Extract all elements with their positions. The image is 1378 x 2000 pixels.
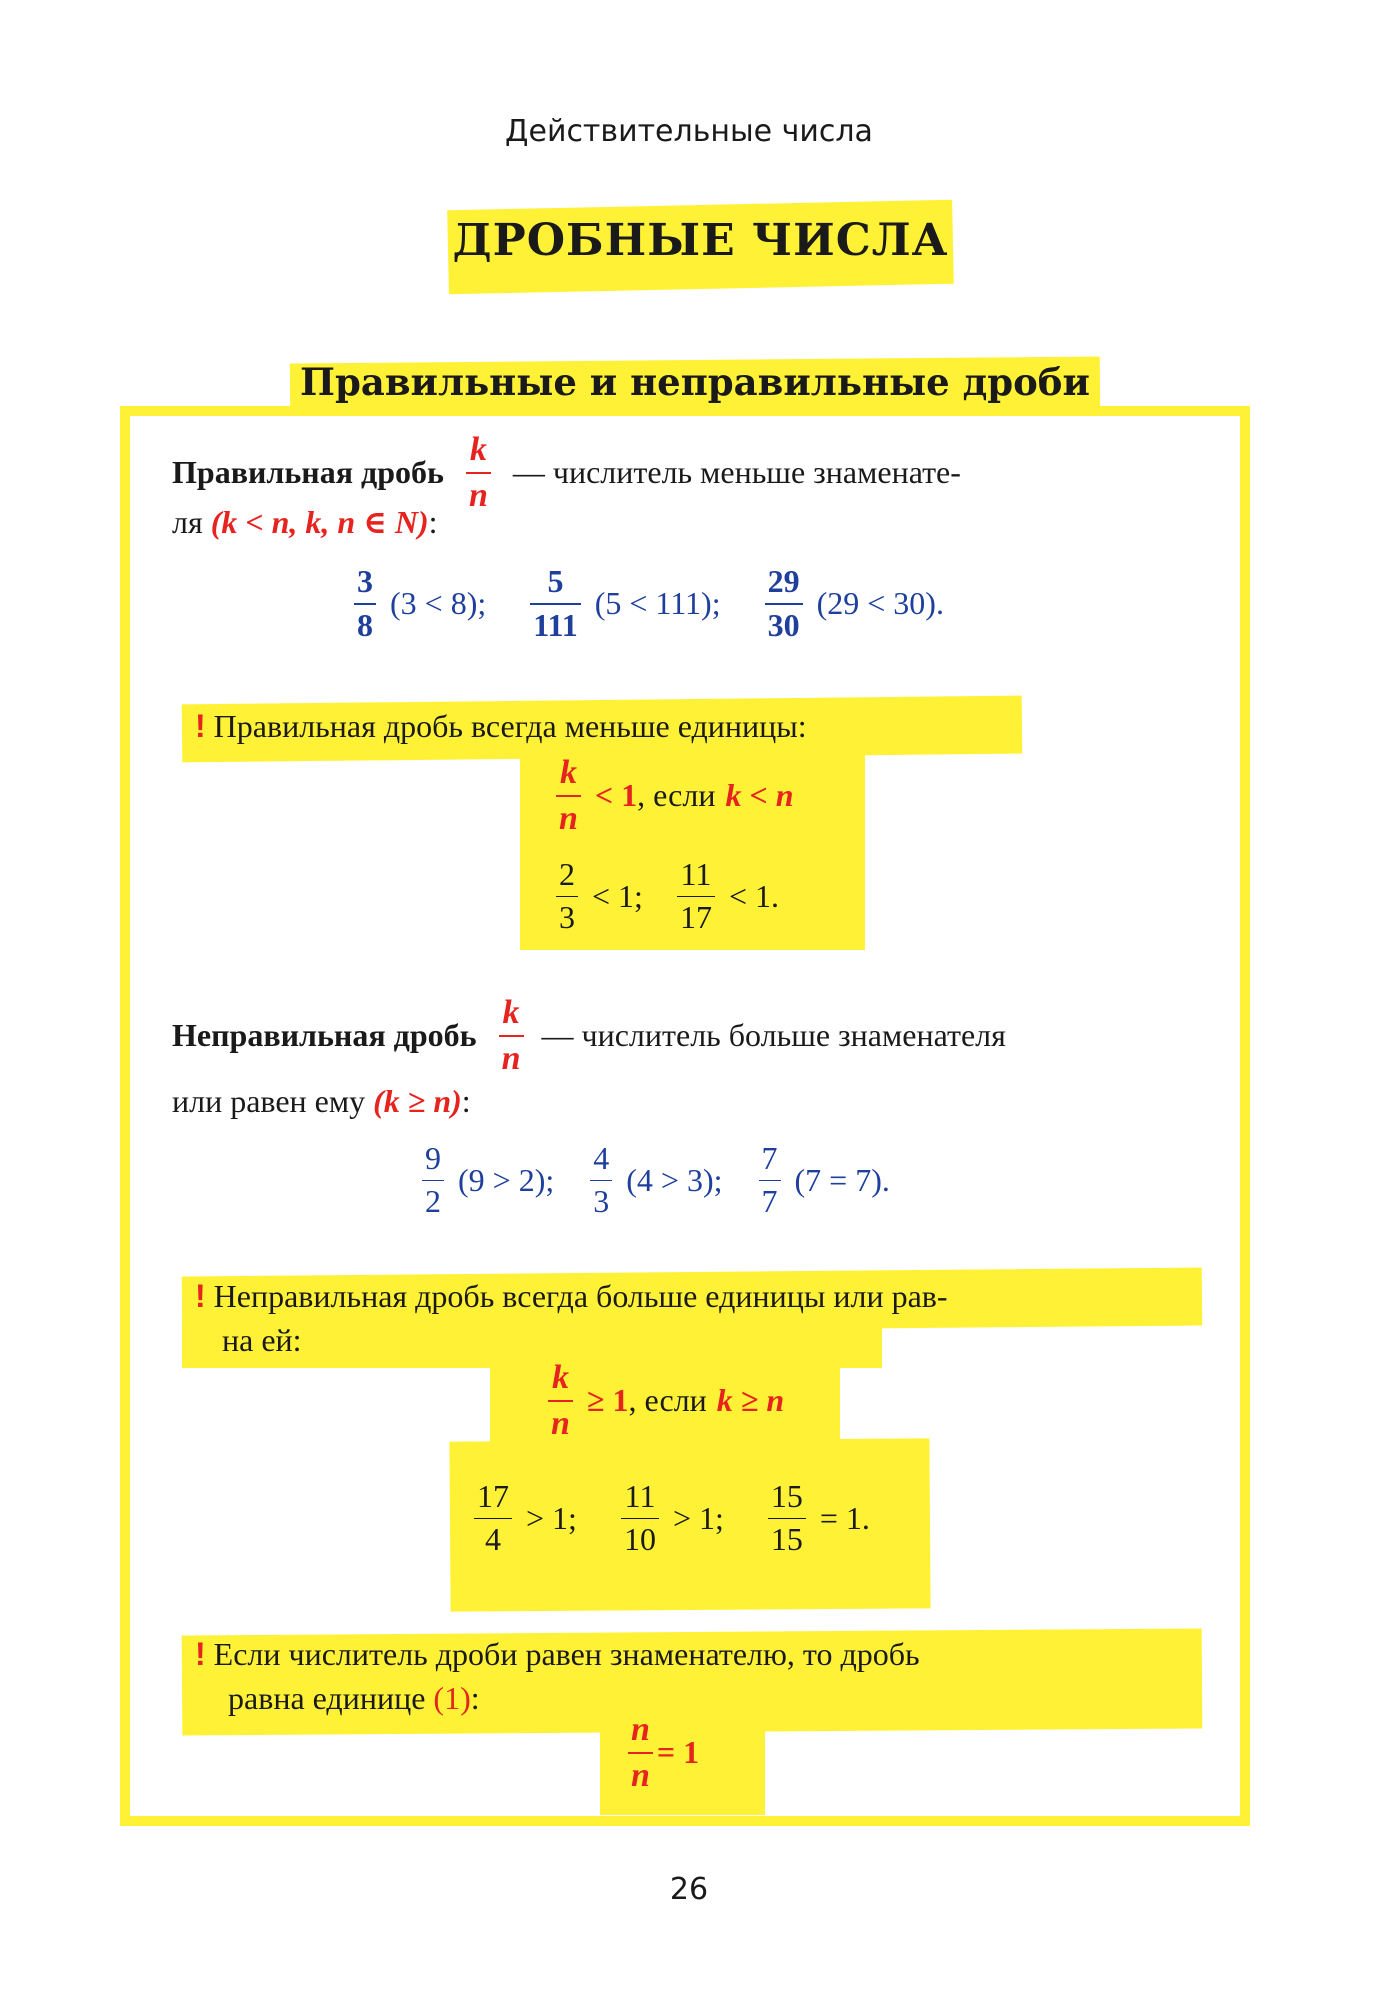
- frac-bar: [765, 603, 803, 605]
- frac-num: 11: [624, 1478, 656, 1514]
- improper-condition-line: [172, 1083, 471, 1120]
- note1-statement: Правильная дробь всегда меньше единицы:: [213, 708, 807, 744]
- example-note: (29 < 30).: [816, 585, 944, 622]
- page-title: ДРОБНЫЕ ЧИСЛА: [452, 215, 949, 266]
- proper-definition: [172, 432, 961, 513]
- example-relation: = 1.: [819, 1499, 870, 1536]
- frac-bar: [499, 1035, 524, 1037]
- note2-examples: [470, 1480, 870, 1556]
- frac-bar: [354, 603, 376, 605]
- frac-bar: [628, 1752, 653, 1754]
- proper-condition: (k < n, k, n ∈ N): [210, 504, 429, 540]
- example-note: (3 < 8);: [390, 585, 487, 622]
- frac-bar: [621, 1518, 659, 1519]
- rule-condition: k < n: [725, 777, 794, 814]
- frac-den: 10: [623, 1520, 656, 1557]
- example-fraction: [768, 1480, 806, 1556]
- example-fraction: [422, 1142, 444, 1218]
- frac-den: n: [631, 1756, 650, 1794]
- frac-bar: [422, 1180, 444, 1181]
- frac-num: 17: [477, 1478, 509, 1514]
- example-note: (4 > 3);: [626, 1161, 723, 1198]
- example-fraction: [354, 565, 376, 642]
- rule-relation: < 1: [594, 777, 638, 814]
- proper-fraction-kn: [466, 432, 491, 513]
- frac-den: n: [551, 1404, 570, 1442]
- frac-den: 2: [425, 1182, 441, 1219]
- frac-num: 4: [593, 1140, 610, 1176]
- note3-statement: Если числитель дроби равен знаменателю, то дробь: [213, 1636, 920, 1672]
- proper-colon: :: [428, 504, 438, 540]
- note1-examples: [552, 858, 779, 934]
- frac-bar: [466, 472, 491, 474]
- frac-den: 4: [485, 1520, 501, 1557]
- improper-fraction-kn: [499, 995, 524, 1076]
- note3-text: [195, 1636, 920, 1673]
- improper-condition: (k ≥ n): [373, 1083, 462, 1119]
- note1-rule: [552, 755, 793, 836]
- improper-colon: :: [461, 1083, 471, 1119]
- rule-fraction-kn: [556, 755, 581, 836]
- frac-bar: [530, 603, 580, 605]
- proper-lead: Правильная дробь: [172, 454, 444, 491]
- rule-relation: ≥ 1: [586, 1382, 629, 1419]
- frac-bar: [556, 795, 581, 797]
- example-note: (9 > 2);: [458, 1161, 555, 1198]
- proper-desc: — числитель меньше знаменате-: [512, 454, 961, 491]
- proper-examples: [350, 565, 944, 642]
- frac-bar: [590, 1180, 612, 1181]
- frac-bar: [768, 1518, 806, 1519]
- rule-equals-one: = 1: [656, 1734, 700, 1771]
- warning-mark: !: [195, 1278, 206, 1314]
- example-relation: > 1;: [672, 1499, 724, 1536]
- frac-bar: [759, 1180, 781, 1181]
- frac-num: n: [631, 1711, 650, 1748]
- warning-mark: !: [195, 1636, 206, 1672]
- frac-num: k: [559, 754, 577, 791]
- example-note: (7 = 7).: [794, 1161, 890, 1198]
- example-fraction: [590, 1142, 612, 1218]
- proper-condition-line: [172, 503, 438, 541]
- rule-fraction-kn: [548, 1360, 573, 1441]
- frac-num: 3: [357, 563, 373, 599]
- page-number: 26: [669, 1872, 709, 1907]
- example-fraction: [759, 1142, 781, 1218]
- frac-den: n: [468, 476, 488, 514]
- frac-bar: [474, 1518, 512, 1519]
- note2-statement: Неправильная дробь всегда больше единицы или рав-: [213, 1278, 948, 1314]
- frac-num: k: [469, 431, 487, 468]
- frac-num: 29: [767, 563, 800, 599]
- note2-text-line2: на ей:: [222, 1322, 302, 1358]
- note3-colon: :: [470, 1680, 480, 1716]
- note3-statement2: равна единице: [228, 1680, 426, 1716]
- note1-text: [195, 708, 807, 745]
- example-fraction: [765, 565, 803, 642]
- frac-den: 17: [679, 898, 712, 935]
- improper-lead: Неправильная дробь: [172, 1017, 477, 1054]
- warning-mark: !: [195, 708, 206, 744]
- frac-den: 7: [761, 1182, 778, 1219]
- improper-examples: [418, 1142, 890, 1218]
- running-header: Действительные числа: [505, 114, 873, 149]
- frac-den: 111: [533, 606, 578, 643]
- frac-den: 3: [559, 898, 575, 935]
- frac-num: 11: [680, 856, 712, 892]
- frac-den: 8: [357, 606, 373, 643]
- example-note: (5 < 111);: [594, 585, 721, 622]
- note2-rule: [544, 1360, 784, 1441]
- example-fraction: [530, 565, 580, 642]
- frac-num: 5: [547, 563, 564, 599]
- frac-bar: [677, 896, 715, 897]
- example-fraction: [677, 858, 715, 934]
- example-relation: < 1.: [728, 877, 779, 914]
- frac-num: 7: [761, 1140, 778, 1176]
- rule-if: , если: [628, 1382, 707, 1419]
- note3-rule: [624, 1712, 699, 1793]
- frac-den: n: [501, 1039, 521, 1077]
- proper-desc2: ля: [172, 504, 203, 540]
- example-relation: < 1;: [592, 877, 643, 914]
- frac-num: k: [502, 994, 520, 1031]
- example-fraction: [474, 1480, 512, 1556]
- frac-den: 3: [593, 1182, 610, 1219]
- frac-num: 9: [425, 1140, 441, 1176]
- frac-bar: [556, 896, 578, 897]
- frac-den: 15: [770, 1520, 803, 1557]
- improper-definition: [172, 995, 1006, 1076]
- improper-desc2: или равен ему: [172, 1083, 366, 1119]
- note2-text: [195, 1278, 948, 1315]
- frac-num: 2: [559, 856, 575, 892]
- note3-text-line2: [228, 1680, 480, 1717]
- example-relation: > 1;: [526, 1499, 577, 1536]
- improper-desc: — числитель больше знаменателя: [541, 1017, 1006, 1054]
- frac-bar: [548, 1400, 573, 1402]
- note3-one: (1): [433, 1680, 471, 1716]
- frac-den: 30: [767, 606, 800, 643]
- rule-if: , если: [637, 777, 716, 814]
- frac-num: 15: [770, 1478, 803, 1514]
- rule-fraction-nn: [628, 1712, 653, 1793]
- example-fraction: [621, 1480, 659, 1556]
- rule-condition: k ≥ n: [716, 1382, 785, 1419]
- frac-num: k: [551, 1359, 569, 1396]
- example-fraction: [556, 858, 578, 934]
- frac-den: n: [559, 799, 578, 837]
- section-title: Правильные и неправильные дроби: [300, 360, 1090, 404]
